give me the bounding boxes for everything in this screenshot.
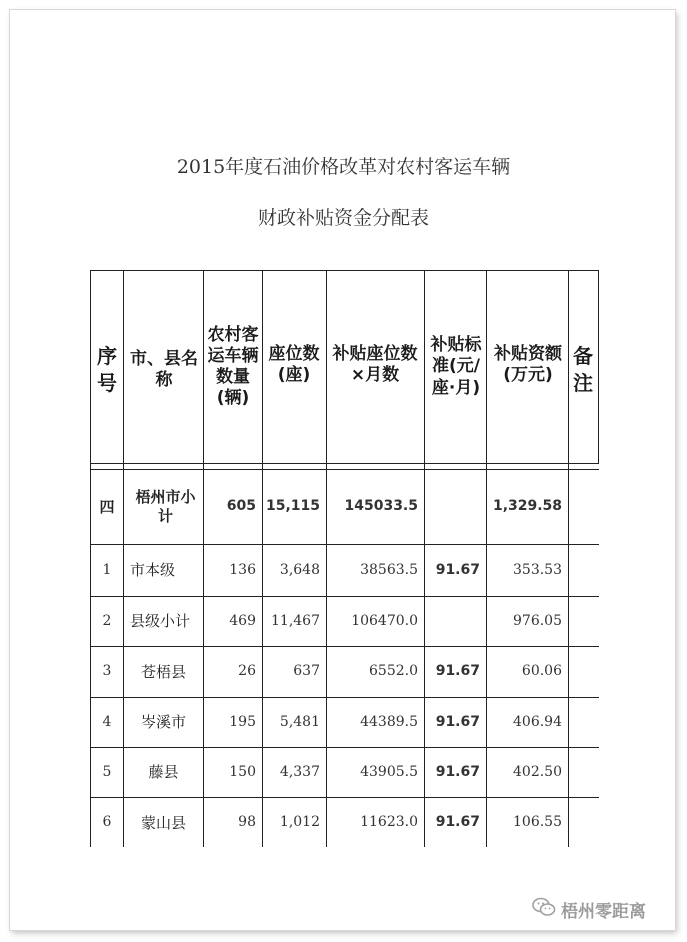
row-seats: 1,012 — [279, 814, 320, 831]
row-amount: 976.05 — [513, 612, 562, 629]
row-standard: 91.67 — [435, 561, 480, 578]
row-seq: 1 — [102, 561, 112, 578]
document-title-line-2: 财政补贴资金分配表 — [257, 207, 429, 229]
row-seat-months: 6552.0 — [369, 663, 418, 680]
row-seq: 4 — [102, 713, 112, 730]
row-name: 岑溪市 — [140, 713, 186, 732]
row-name: 梧州市小计 — [135, 488, 196, 525]
row-seq: 四 — [99, 497, 115, 516]
row-amount: 106.55 — [513, 814, 562, 831]
row-vehicles: 195 — [229, 713, 256, 730]
row-name: 市本级 — [130, 561, 176, 580]
row-seq: 3 — [102, 663, 112, 680]
row-seat-months: 44389.5 — [360, 713, 418, 730]
header-standard: 补贴标准(元/座·月) — [430, 335, 482, 398]
row-standard — [425, 597, 486, 646]
row-seats: 5,481 — [279, 713, 320, 730]
row-seat-months: 106470.0 — [351, 612, 418, 629]
header-seq: 序号 — [97, 344, 117, 395]
row-seats: 3,648 — [279, 561, 320, 578]
row-standard: 91.67 — [435, 713, 480, 730]
row-seat-months: 145033.5 — [344, 498, 418, 515]
wechat-icon — [532, 897, 561, 922]
table-hline — [90, 270, 599, 271]
watermark-text: 梧州零距离 — [561, 901, 646, 922]
row-vehicles: 26 — [238, 663, 256, 680]
row-seats: 637 — [293, 663, 320, 680]
row-vehicles: 150 — [229, 763, 256, 780]
row-amount: 1,329.58 — [492, 498, 563, 515]
row-name: 藤县 — [148, 763, 179, 782]
row-seats: 11,467 — [271, 612, 320, 629]
row-amount: 353.53 — [513, 561, 562, 578]
table-vline — [568, 270, 569, 847]
row-seat-months: 43905.5 — [360, 763, 418, 780]
table-hline — [90, 463, 599, 464]
header-amount: 补贴资额(万元) — [494, 343, 562, 385]
row-name: 蒙山县 — [140, 813, 186, 832]
table-vline — [598, 270, 599, 464]
row-vehicles: 98 — [238, 814, 256, 831]
row-seat-months: 38563.5 — [360, 561, 418, 578]
header-remark: 备注 — [573, 344, 593, 395]
row-standard: 91.67 — [435, 814, 480, 831]
header-seats: 座位数(座) — [268, 343, 320, 385]
header-seat-months: 补贴座位数×月数 — [332, 343, 418, 385]
row-seat-months: 11623.0 — [360, 814, 418, 831]
row-seq: 2 — [102, 612, 112, 629]
header-name: 市、县名称 — [130, 348, 198, 390]
row-vehicles: 136 — [229, 561, 256, 578]
row-standard: 91.67 — [435, 763, 480, 780]
row-seq: 5 — [102, 763, 112, 780]
row-standard — [425, 470, 486, 544]
row-seats: 15,115 — [265, 498, 320, 515]
row-seq: 6 — [102, 814, 112, 831]
header-vehicles: 农村客运车辆数量(辆) — [207, 324, 259, 409]
row-name: 县级小计 — [130, 612, 191, 631]
document-title-line-1: 2015年度石油价格改革对农村客运车辆 — [176, 156, 511, 178]
row-name: 苍梧县 — [140, 662, 186, 681]
row-amount: 60.06 — [521, 663, 562, 680]
row-amount: 402.50 — [513, 763, 562, 780]
row-vehicles: 605 — [226, 498, 256, 515]
row-amount: 406.94 — [513, 713, 562, 730]
watermark — [532, 895, 682, 923]
row-seats: 4,337 — [279, 763, 320, 780]
row-standard: 91.67 — [435, 663, 480, 680]
row-vehicles: 469 — [229, 612, 256, 629]
